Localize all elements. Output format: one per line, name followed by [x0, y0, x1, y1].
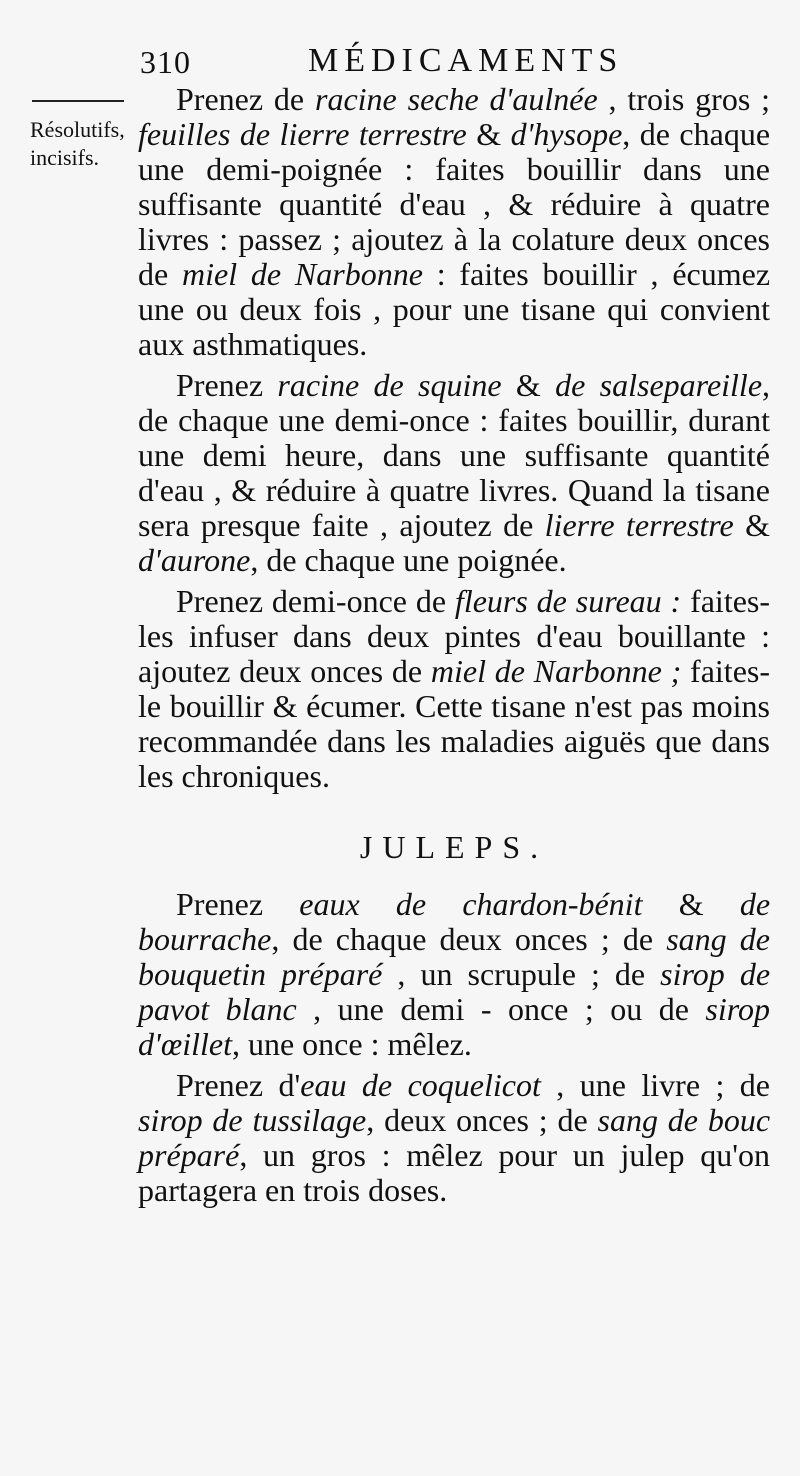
text-run: , une livre ; de — [540, 1067, 771, 1103]
text-run: Prenez d' — [176, 1067, 301, 1103]
remedy-paragraph — [138, 584, 770, 794]
text-run: , un gros : mêlez pour un julep qu'on partagera en trois doses. — [138, 1137, 770, 1208]
text-run: , une demi - once ; ou de — [296, 991, 706, 1027]
italic-term: lierre terrestre — [544, 507, 734, 543]
text-run: , de chaque une poignée. — [250, 542, 567, 578]
italic-term: eau de coquelicot — [300, 1067, 541, 1103]
text-run: faites-les infuser dans deux pintes d'eau bouillante : ajoutez deux onces de — [138, 583, 771, 689]
text-run: faites-le bouillir & écumer. Cette tisane n'est pas moins recommandée dans les maladies aiguës que dans les chroniques. — [138, 653, 771, 794]
text-run: , trois gros ; — [597, 81, 771, 117]
text-run: & — [733, 507, 771, 543]
italic-term: sirop d'œillet — [138, 991, 771, 1062]
text-run: , de chaque une demi-once : faites bouillir, durant une demi heure, dans une suffisante quantité d'eau , & réduire à quatre livres. Quand la tisane sera presque faite , ajoutez de — [138, 367, 771, 543]
body-text — [138, 82, 770, 1208]
italic-term: de salsepareille — [555, 367, 763, 403]
remedy-paragraph — [138, 82, 770, 362]
italic-term: racine de squine — [277, 367, 502, 403]
text-run: , une once : mêlez. — [231, 1026, 472, 1062]
text-run: & — [466, 116, 511, 152]
running-head: MÉDICAMENTS — [308, 42, 624, 79]
italic-term: de bourrache — [138, 886, 771, 957]
page-number: 310 — [140, 44, 191, 80]
italic-term: fleurs de sureau : — [454, 583, 682, 619]
text-run: , un scrupule ; de — [382, 956, 661, 992]
section-title: JULEPS. — [359, 829, 549, 865]
italic-term: eaux de chardon-bénit — [299, 886, 643, 922]
margin-rule — [32, 100, 124, 102]
italic-term: d'hysope — [510, 116, 623, 152]
italic-term: feuilles de lierre terrestre — [138, 116, 467, 152]
italic-term: d'aurone — [138, 542, 251, 578]
text-run: , de chaque une demi-poignée : faites bouillir dans une suffisante quantité d'eau , & réduire à quatre livres : passez ; ajoutez à la colature deux onces de — [138, 116, 771, 292]
text-run: Prenez — [176, 886, 300, 922]
text-run: , deux onces ; de — [366, 1102, 598, 1138]
italic-term: sang de bouc préparé — [138, 1102, 771, 1173]
text-run: , de chaque deux onces ; de — [271, 921, 667, 957]
italic-term: miel de Narbonne — [182, 256, 423, 292]
julep-paragraph — [138, 887, 770, 1062]
italic-term: miel de Narbonne ; — [430, 653, 682, 689]
text-run: & — [642, 886, 740, 922]
remedy-paragraphs — [138, 82, 770, 794]
remedy-paragraph — [138, 368, 770, 578]
italic-term: racine seche d'aulnée — [315, 81, 598, 117]
text-run: : faites bouillir , écumez une ou deux fois , pour une tisane qui convient aux asthmatiques. — [138, 256, 771, 362]
text-run: Prenez de — [176, 81, 315, 117]
italic-term: sang de bouquetin préparé — [138, 921, 771, 992]
text-run: Prenez — [176, 367, 278, 403]
italic-term: sirop de tussilage — [138, 1102, 367, 1138]
julep-paragraph — [138, 1068, 770, 1208]
italic-term: sirop de pavot blanc — [138, 956, 771, 1027]
text-run: Prenez demi-once de — [176, 583, 455, 619]
julep-paragraphs — [138, 887, 770, 1208]
text-run: & — [501, 367, 556, 403]
margin-note: Résolutifs, incisifs. — [30, 117, 125, 170]
